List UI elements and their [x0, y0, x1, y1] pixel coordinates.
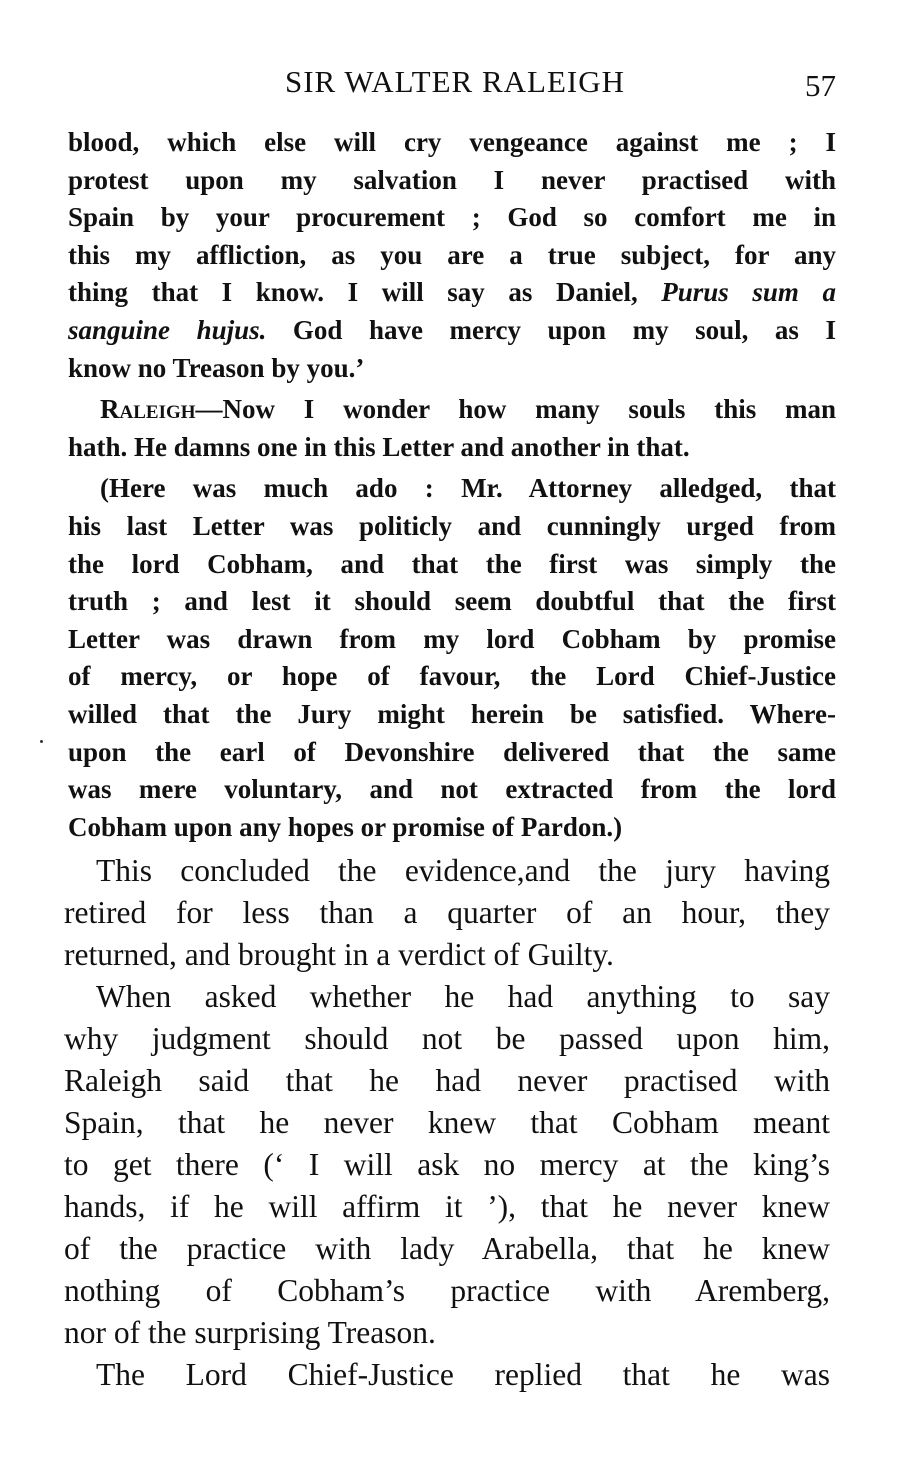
page-header [70, 58, 840, 106]
text-line: Spain, that he never knew that Cobham meant [64, 1105, 830, 1140]
text-line: hath. He damns one in this Letter and another in that. [68, 431, 690, 462]
text-line: Cobham upon any hopes or promise of Pardon.) [68, 811, 623, 842]
speaker-line [68, 391, 836, 429]
text-line: blood, which else will cry vengeance against me ; I [68, 127, 836, 157]
text-line: Spain by your procurement ; God so comfort me in [68, 202, 836, 233]
text-line: willed that the Jury might herein be satisfied. Where- [68, 698, 836, 729]
margin-mark [40, 740, 43, 743]
text-line: returned, and brought in a verdict of Guilty. [64, 937, 614, 972]
speaker-text: —Now I wonder how many souls this man [195, 394, 836, 425]
latin-phrase: sanguine hujus. [68, 314, 267, 345]
latin-phrase: Purus sum a [661, 277, 836, 308]
text-line: retired for less than a quarter of an hour, they [64, 895, 830, 930]
text-line: nothing of Cobham’s practice with Aremberg, [64, 1273, 830, 1308]
text-line: protest upon my salvation I never practised with [68, 164, 836, 195]
speaker-name: Raleigh [100, 394, 196, 425]
quoted-letter-block [68, 124, 836, 846]
text-line: of the practice with lady Arabella, that he knew [64, 1231, 830, 1266]
text-line [68, 274, 836, 312]
text-line: why judgment should not be passed upon him, [64, 1021, 830, 1056]
text-line: This concluded the evidence,and the jury having [96, 853, 830, 888]
text-line: The Lord Chief-Justice replied that he was [96, 1357, 830, 1392]
text-line: upon the earl of Devonshire delivered that the same [68, 736, 836, 767]
text-line: When asked whether he had anything to say [96, 979, 830, 1014]
text-line: this my affliction, as you are a true subject, for any [68, 239, 836, 270]
text-line: nor of the surprising Treason. [64, 1315, 436, 1350]
text-line: Letter was drawn from my lord Cobham by promise [68, 623, 836, 654]
page-number: 57 [805, 68, 836, 103]
text-line: was mere voluntary, and not extracted from the lord [68, 774, 836, 805]
body-text [64, 850, 830, 1396]
text-line [68, 312, 836, 350]
text-line: to get there (‘ I will ask no mercy at the king’s [64, 1147, 830, 1182]
text-line: his last Letter was politicly and cunningly urged from [68, 510, 836, 541]
running-head: SIR WALTER RALEIGH [284, 64, 626, 99]
text-line: Raleigh said that he had never practised with [64, 1063, 830, 1098]
text-segment: God have mercy upon my soul, as I [266, 314, 836, 345]
text-line: (Here was much ado : Mr. Attorney alledged, that [100, 473, 836, 504]
text-line: the lord Cobham, and that the first was simply the [68, 548, 836, 579]
text-line: know no Treason by you.’ [68, 352, 365, 383]
text-line: truth ; and lest it should seem doubtful that the first [68, 586, 836, 617]
text-line: hands, if he will affirm it ’), that he never knew [64, 1189, 830, 1224]
text-segment: thing that I know. I will say as Daniel, [68, 277, 662, 308]
text-line: of mercy, or hope of favour, the Lord Chief-Justice [68, 661, 836, 692]
